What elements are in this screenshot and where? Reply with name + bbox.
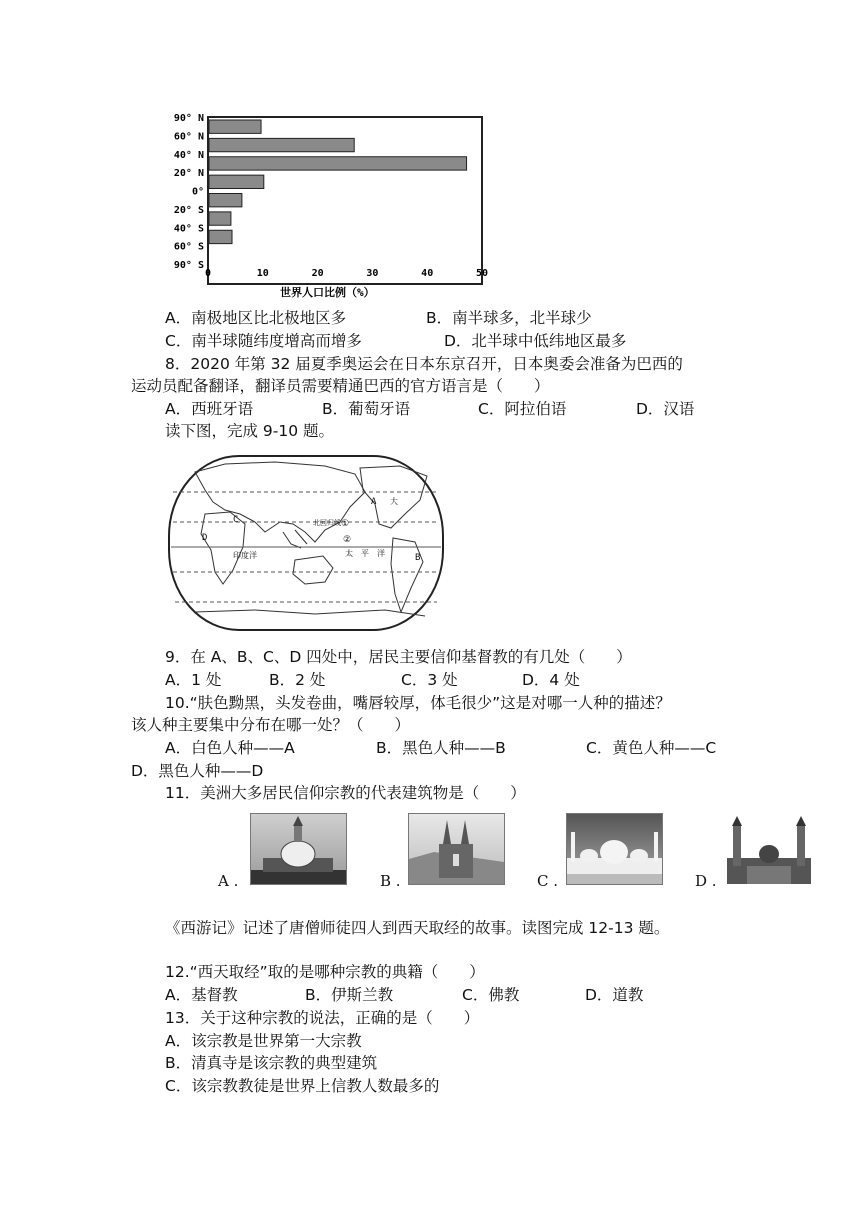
q7-option-d: D．北半球中低纬地区最多 [444,332,627,350]
y-tick-label: 60° N [173,131,204,143]
x-tick-label: 0 [204,268,212,279]
q7-option-b: B．南半球多，北半球少 [426,309,592,327]
y-tick-label: 0° [191,186,204,198]
y-tick-label: 20° S [173,204,204,216]
q8-option-a: A．西班牙语 [165,400,254,418]
q12-option-c: C．佛教 [462,986,520,1004]
xiyouji-intro: 《西游记》记述了唐僧师徒四人到西天取经的故事。读图完成 12-13 题。 [165,919,670,937]
x-tick-label: 40 [421,268,434,279]
q8-option-c: C．阿拉伯语 [478,400,567,418]
y-tick-label: 40° S [173,223,204,235]
q10-stem-line1: 10.“肤色黝黑，头发卷曲，嘴唇较厚，体毛很少”这是对哪一人种的描述？ [165,694,671,712]
world-map [165,452,447,634]
map-label-a: A [371,497,377,507]
q9-stem: 9．在 A、B、C、D 四处中，居民主要信仰基督教的有几处（ ） [165,648,632,666]
q13-stem: 13．关于这种宗教的说法，正确的是（ ） [165,1009,480,1027]
q8-stem-line2: 运动员配备翻译，翻译员需要精通巴西的官方语言是（ ） [131,377,550,395]
q11-stem: 11．美洲大多居民信仰宗教的代表建筑物是（ ） [165,784,526,802]
bar-1 [209,138,354,151]
map-label-circle2: ② [343,535,352,545]
photo-mosque-towers [726,813,812,885]
y-tick-label: 60° S [173,241,204,253]
photo-mosque-white [566,813,663,885]
q9-option-b: B．2 处 [269,671,326,689]
q12-stem: 12.“西天取经”取的是哪种宗教的典籍（ ） [165,963,485,981]
bar-6 [209,230,232,243]
q12-option-a: A．基督教 [165,986,238,1004]
bar-5 [209,212,231,225]
x-tick-label: 20 [311,268,324,279]
q12-option-b: B．伊斯兰教 [305,986,394,1004]
q11-label-d: D . [695,872,717,890]
x-tick-label: 30 [366,268,379,279]
x-tick-label: 10 [256,268,269,279]
map-label-b: B [415,553,421,563]
q13-option-a: A．该宗教是世界第一大宗教 [165,1032,362,1050]
q11-label-a: A . [218,872,239,890]
q13-option-c: C．该宗教教徒是世界上信教人数最多的 [165,1077,440,1095]
q8-stem-line1: 8．2020 年第 32 届夏季奥运会在日本东京召开，日本奥委会准备为巴西的 [165,355,683,373]
bar-0 [209,120,261,133]
y-tick-label: 40° N [173,149,204,161]
map-label-huigui: 北回归线 [313,519,341,527]
q8-option-b: B．葡萄牙语 [322,400,411,418]
q11-label-b: B . [380,872,401,890]
map-label-circle1: ① [341,519,350,529]
q9-option-d: D．4 处 [522,671,580,689]
bar-3 [209,175,264,188]
q11-label-c: C . [537,872,559,890]
q10-option-a: A．白色人种——A [165,739,295,757]
bar-2 [209,157,467,170]
y-tick-label: 20° N [173,168,204,180]
y-tick-label: 90° N [173,113,204,124]
map-label-d: D [202,533,208,543]
photo-church [408,813,505,885]
read-map-instruction: 读下图，完成 9-10 题。 [165,422,335,440]
q10-option-b: B．黑色人种——B [376,739,506,757]
q13-option-b: B．清真寺是该宗教的典型建筑 [165,1054,378,1072]
q10-option-c: C．黄色人种——C [586,739,717,757]
chart-xlabel: 世界人口比例（%） [280,286,375,299]
population-latitude-chart [160,110,500,300]
x-tick-label: 50 [475,268,489,279]
map-label-c: C [233,515,239,525]
bar-4 [209,194,242,207]
y-tick-label: 90° S [173,260,204,271]
q9-option-a: A．1 处 [165,671,222,689]
photo-pagoda [250,813,347,885]
q8-option-d: D．汉语 [636,400,695,418]
q9-option-c: C．3 处 [401,671,458,689]
map-label-yindu: 印度洋 [233,551,257,560]
q12-option-d: D．道教 [585,986,644,1004]
q7-option-a: A．南极地区比北极地区多 [165,309,347,327]
q10-option-d: D．黑色人种——D [131,762,264,780]
map-label-taiping: 太 平 洋 [345,549,385,558]
q10-stem-line2: 该人种主要集中分布在哪一处？（ ） [131,716,411,734]
q7-option-c: C．南半球随纬度增高而增多 [165,332,362,350]
map-label-da: 大 [390,497,398,506]
